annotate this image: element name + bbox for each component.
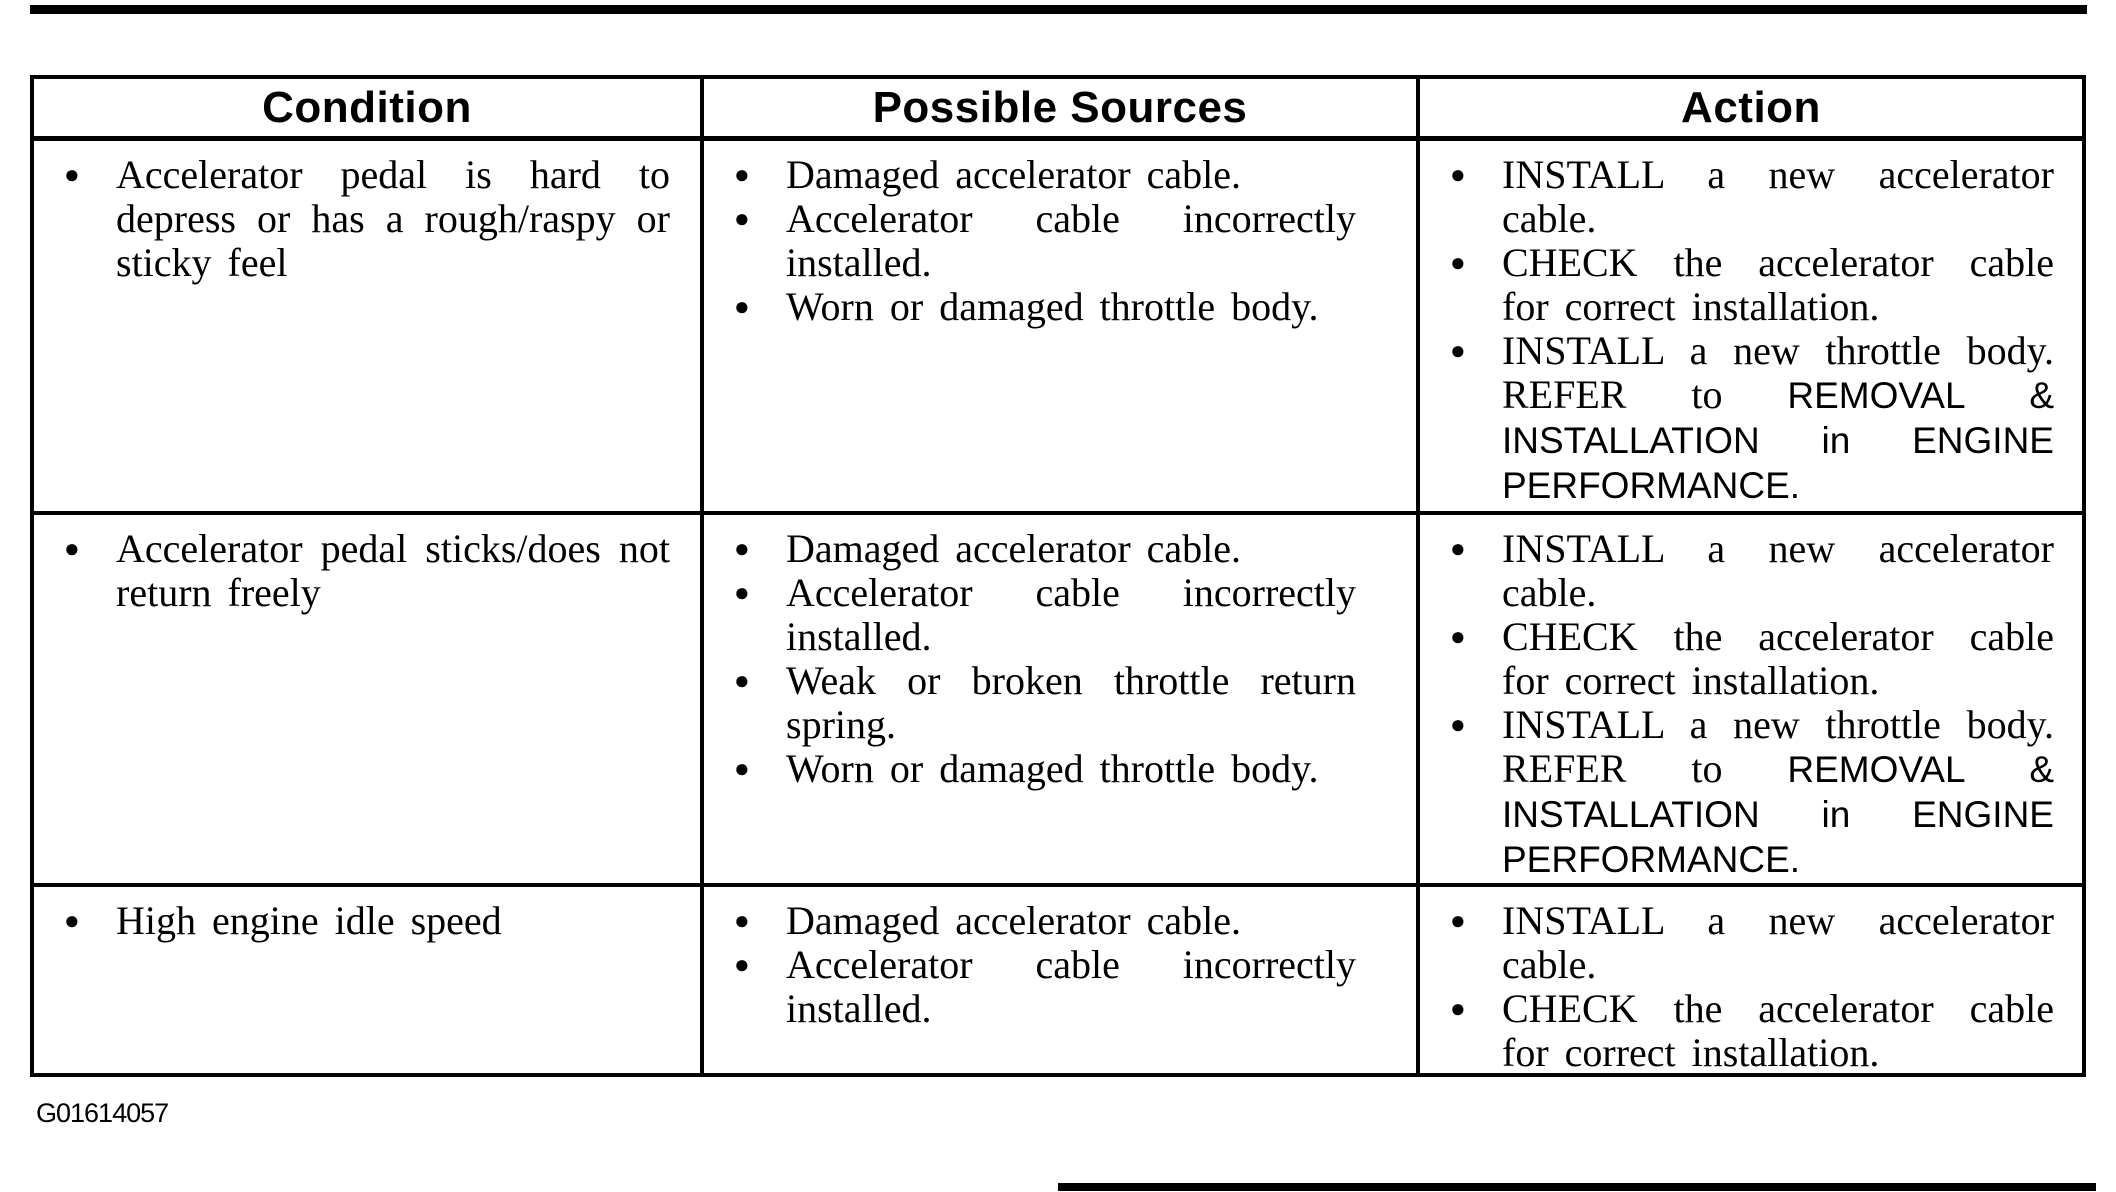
bullet-icon: ●	[734, 950, 750, 979]
bullet-text: CHECK the accelerator cable for correct installation.	[1502, 614, 2054, 703]
bullet-text: CHECK the accelerator cable for correct installation.	[1502, 986, 2054, 1073]
bullet-item	[1420, 899, 2082, 987]
bullet-item	[704, 197, 1416, 285]
bullet-item	[1420, 329, 2082, 508]
bullet-icon: ●	[734, 666, 750, 695]
scan-artifact-top-bar	[30, 5, 2087, 14]
bullet-text: INSTALL a new accelerator cable.	[1502, 526, 2054, 615]
bullet-item	[704, 899, 1416, 943]
bullet-icon: ●	[734, 534, 750, 563]
cell-condition-row1	[34, 141, 704, 511]
bullet-text: Worn or damaged throttle body.	[786, 746, 1319, 791]
bullet-item	[1420, 153, 2082, 241]
bullet-icon: ●	[64, 160, 80, 189]
bullet-item	[34, 899, 700, 943]
cell-sources-row3	[704, 883, 1420, 1073]
bullet-item	[704, 527, 1416, 571]
bullet-icon: ●	[1450, 994, 1466, 1023]
bullet-item	[704, 659, 1416, 747]
bullet-text: CHECK the accelerator cable for correct installation.	[1502, 240, 2054, 329]
bullet-icon: ●	[734, 160, 750, 189]
bullet-icon: ●	[1450, 710, 1466, 739]
bullet-icon: ●	[1450, 534, 1466, 563]
bullet-text: Weak or broken throttle return spring.	[786, 658, 1356, 747]
bullet-text: INSTALL a new accelerator cable.	[1502, 898, 2054, 987]
graphic-id-label: G01614057	[36, 1098, 169, 1128]
column-header-action: Action	[1420, 79, 2082, 141]
bullet-icon: ●	[1450, 336, 1466, 365]
bullet-text: INSTALL a new throttle body. REFER to REMOVAL & INSTALLATION in ENGINE PERFORMANCE.	[1502, 702, 2054, 880]
bullet-icon: ●	[64, 534, 80, 563]
bullet-icon: ●	[1450, 622, 1466, 651]
bullet-text: Accelerator cable incorrectly installed.	[786, 570, 1356, 659]
scan-artifact-bottom-bar	[1058, 1183, 2096, 1191]
bullet-icon: ●	[734, 292, 750, 321]
bullet-text: Accelerator pedal is hard to depress or has a rough/raspy or sticky feel	[116, 152, 670, 285]
cell-sources-row1	[704, 141, 1420, 511]
cell-condition-row3	[34, 883, 704, 1073]
bullet-icon: ●	[1450, 160, 1466, 189]
bullet-text: Damaged accelerator cable.	[786, 152, 1242, 197]
bullet-item	[704, 153, 1416, 197]
bullet-text: Worn or damaged throttle body.	[786, 284, 1319, 329]
bullet-text: Accelerator cable incorrectly installed.	[786, 942, 1356, 1031]
bullet-text: Accelerator cable incorrectly installed.	[786, 196, 1356, 285]
bullet-item	[704, 747, 1416, 791]
bullet-text: INSTALL a new accelerator cable.	[1502, 152, 2054, 241]
bullet-icon: ●	[734, 754, 750, 783]
bullet-item	[704, 285, 1416, 329]
bullet-item	[704, 943, 1416, 1031]
bullet-icon: ●	[734, 204, 750, 233]
diagnostic-table	[30, 75, 2086, 1077]
bullet-item	[1420, 241, 2082, 329]
column-header-possible-sources: Possible Sources	[704, 79, 1420, 141]
bullet-item	[34, 527, 700, 615]
bullet-text: High engine idle speed	[116, 898, 502, 943]
bullet-icon: ●	[734, 578, 750, 607]
cell-condition-row2	[34, 511, 704, 883]
bullet-item	[1420, 987, 2082, 1073]
bullet-icon: ●	[1450, 248, 1466, 277]
bullet-item	[1420, 703, 2082, 882]
bullet-item	[704, 571, 1416, 659]
cell-action-row2	[1420, 511, 2082, 883]
column-header-condition: Condition	[34, 79, 704, 141]
bullet-item	[34, 153, 700, 285]
bullet-text: INSTALL a new throttle body. REFER to REMOVAL & INSTALLATION in ENGINE PERFORMANCE.	[1502, 328, 2054, 506]
bullet-icon: ●	[734, 906, 750, 935]
cell-action-row3	[1420, 883, 2082, 1073]
cell-action-row1	[1420, 141, 2082, 511]
bullet-icon: ●	[1450, 906, 1466, 935]
cell-sources-row2	[704, 511, 1420, 883]
bullet-text: Accelerator pedal sticks/does not return freely	[116, 526, 670, 615]
bullet-text: Damaged accelerator cable.	[786, 526, 1242, 571]
bullet-text: Damaged accelerator cable.	[786, 898, 1242, 943]
bullet-icon: ●	[64, 906, 80, 935]
bullet-item	[1420, 615, 2082, 703]
bullet-item	[1420, 527, 2082, 615]
